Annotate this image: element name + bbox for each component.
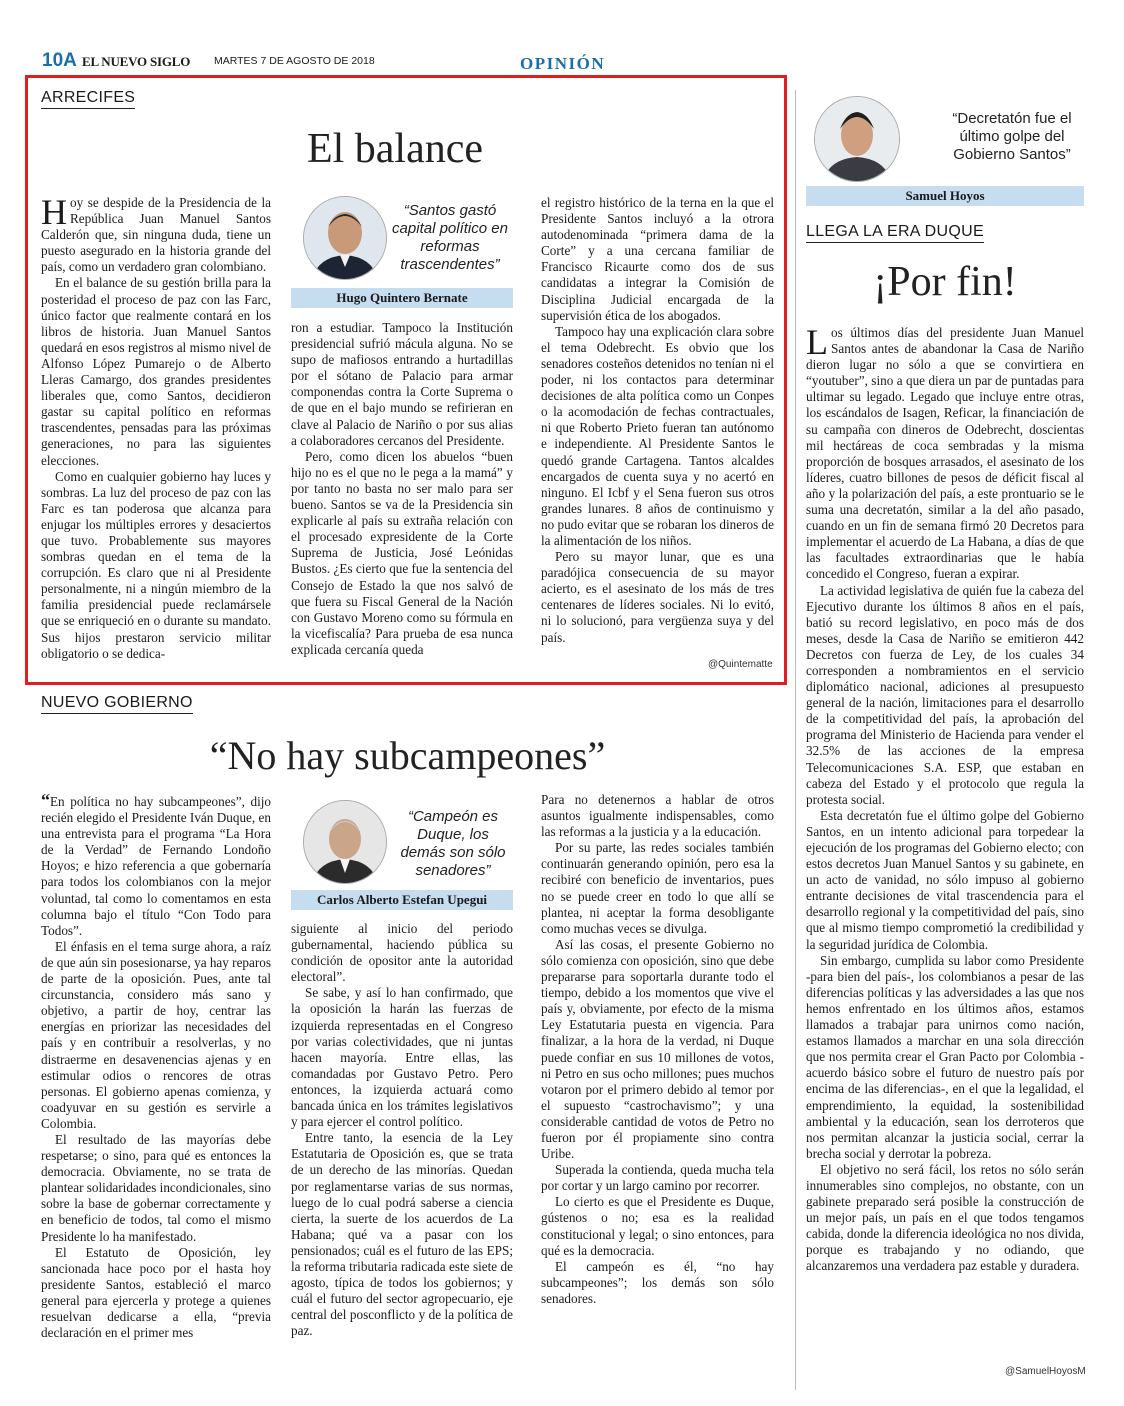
page-date: MARTES 7 DE AGOSTO DE 2018 bbox=[214, 55, 375, 67]
author-photo bbox=[814, 96, 900, 182]
drop-cap: H bbox=[41, 192, 67, 232]
article1-col2: ron a estudiar. Tampoco la Institución presidencial sufrió mácula alguna. No se supo de mafiosos entrando a hurtadillas por el sótano de Palacio para armar componendas contra la Corte Suprema o de que en el bajo mundo se refirieran en clave al Palacio de Nariño o por sus alias a colaboradores cercanos del Presidente. Pero, como dicen los abuelos “buen hijo no es el que no le pega a la mamá” y por tanto no basta no ser malo para ser bueno. Santos se va de la Presidencia sin explicarle al país su extraña relación con el procesado expresidente de la Corte Suprema de Justicia, José Leónidas Bustos. ¿Es cierto que fue la sentencia del Consejo de Estado la que nos salvó de que fuera su Fiscal General de la Nación con Gustavo Moreno como su fórmula en la vicefiscalía? Para prueba de esa nunca explicada cercanía queda bbox=[291, 320, 513, 657]
author-photo bbox=[303, 800, 387, 884]
paper-name: EL NUEVO SIGLO bbox=[82, 54, 191, 69]
author-name: Carlos Alberto Estefan Upegui bbox=[291, 890, 513, 910]
article1-col3: el registro histórico de la terna en la que el Presidente Santos incluyó a la otrora autodenominada “primera dama de la Corte” y a una cercana familiar de Francisco Ricaurte como dos de sus candidatas a integrar la Comisión de Disciplina Judicial encargada de la supervisión ética de los abogados. Tampoco hay una explicación clara sobre el tema Odebrecht. Es obvio que los senadores costeños detenidos no tenían ni el poder, ni los contactos para determinar decisiones de alta política como un Conpes o la acomodación de fechas contractuales, ni que Roberto Prieto fueran tan autónomo e independiente. Al Presidente Santos le quedó grande Cartagena. Tantos alcaldes encargados de cuenta suya y no acertó en ninguno. El Icbf y el Sena fueron sus otros grandes lunares. 8 años de continuismo y no pudo evitar que se robaran los dineros de la alimentación de los niños. Pero su mayor lunar, que es una paradójica consecuencia de su mayor acierto, es el asesinato de los más de tres centenares de líderes sociales. Ni lo evitó, ni lo solucionó, para vergüenza suya y del país. bbox=[541, 195, 774, 645]
article2-col2: siguiente al inicio del periodo gubernamental, haciendo pública su condición de opositor ante la autoridad electoral”. Se sabe, y así lo han confirmado, que la oposición la harán las fuerzas de izquierda representadas en el Congreso por varias colectividades, que ni juntas hacen mayoría. Entre ellas, las comandadas por Gustavo Petro. Pero entonces, la izquierda actuará como bancada única en los trámites legislativos y para ejercer el control político. Entre tanto, la esencia de la Ley Estatutaria de Oposición es, que se trata de un derecho de las minorías. Quedan por reglamentarse varias de sus normas, luego de lo cual podrá saberse a ciencia cierta, la suerte de los acuerdos de La Habana; qué va a pasar con los pensionados; cuál es el futuro de las EPS; la reforma tributaria radicada este siete de agosto, típica de todos los gobiernos; y cuál el futuro del sector agropecuario, eje central del posconflicto y de la política de paz. bbox=[291, 921, 513, 1339]
page-header bbox=[42, 50, 1092, 72]
pull-quote-box bbox=[291, 192, 513, 310]
column-name: LLEGA LA ERA DUQUE bbox=[806, 223, 984, 243]
column-name: NUEVO GOBIERNO bbox=[41, 694, 193, 714]
column-divider bbox=[795, 90, 796, 1390]
column-name: ARRECIFES bbox=[41, 89, 135, 109]
article3-body: Los últimos días del presidente Juan Manuel Santos antes de abandonar la Casa de Nariño dieron lugar no sólo a que se convirtiera en “youtuber”, sino a que diera un par de puntadas para ultimar su legado. Legado que incluye entre otras, los escándalos de Isagen, Reficar, la financiación de su campaña con dineros de Odebrecht, doscientas mil hectáreas de coca sembradas y la misma proporción de bosques arrasados, el asesinato de los líderes, cuatro billones de pesos de déficit fiscal al año y la polarización del país, a este prontuario se le suma una decretatón, similar a la del año pasado, cuando en un fin de semana firmó 20 Decretos para implementar el acuerdo de La Habana, a días de que las facultades extraordinarias que le había concedido el Congreso, fueran a expirar. La actividad legislativa de quién fue la cabeza del Ejecutivo durante los últimos 8 años en el país, batió su record legislativo, en poco más de dos meses, desde la Casa de Nariño se emitieron 442 Decretos con fuerza de Ley, de los cuales 34 corresponden a nombramientos en el servicio diplomático nacional, adiciones al presupuesto general de la nación, limitaciones para el desarrollo de la competitividad del país, la aprobación del programa del Ministerio de Hacienda para vender el 32.5% de las acciones de la empresa Telecomunicaciones S.A. ESP, que estaban en cabeza del Estado y el protocolo que regula la protesta social. Esta decretatón fue el último golpe del Gobierno Santos, en un intento adicional para torpedear la ejecución de los programas del Gobierno electo; con estos decretos Juan Manuel Santos y su gabinete, en un acto de vanidad, no sólo impuso al gobierno entrante decisiones de vital trascendencia para el desarrollo regional y la competitividad del país, sino que al mismo tiempo comprometió la credibilidad y la seguridad jurídica de Colombia. Sin embargo, cumplida su labor como Presidente -para bien del país-, los colombianos a pesar de las diferencias políticas y las adversidades a las que nos hemos enfrentado en los últimos años, estamos llamados a trabajar para unirnos como nación, estamos llamados a marchar en una sola dirección que nos permita crear el Gran Pacto por Colombia -acuerdo básico sobre el futuro de nuestro país por encima de las diferencias-, en el que la legalidad, el emprendimiento, la equidad, la sostenibilidad ambiental y la educación, sean los derroteros que nos permitan alcanzar la justicia social, cerrar la brecha social y derrotar la pobreza. El objetivo no será fácil, los retos no sólo serán innumerables sino complejos, no obstante, con un gabinete preparado será posible la construcción de un mejor país, un país en el que todos tengamos cabida, donde la diferencia ideológica no nos divida, porque es trabajando y no odiando, que alcanzaremos una verdadera paz estable y duradera. bbox=[806, 322, 1084, 1274]
article1-col1: Hoy se despide de la Presidencia de la República Juan Manuel Santos Calderón que, sin ninguna duda, tiene un puesto asegurado en la historia grande del país, como un verdadero gran colombiano. En el balance de su gestión brilla para la posteridad el proceso de paz con las Farc, único factor que realmente contará en los libros de historia. Juan Manuel Santos quedará en esos registros al mismo nivel de Alfonso López Pumarejo o de Alberto Lleras Camargo, dos grandes presidentes liberales que, como Santos, decidieron gastar su capital político en reformas trascendentes, pensadas para las próximas generaciones, no para las siguientes elecciones. Como en cualquier gobierno hay luces y sombras. La luz del proceso de paz con las Farc es tan poderosa que alcanza para enjugar los múltiples errores y desaciertos que tuvo. Probablemente sus mayores sombras quedan en el tema de la corrupción. Es claro que ni al Presidente personalmente, ni a ningún miembro de la familia presidencial puede reclamársele que se enriqueció en o durante su mandato. Sus hijos prestaron servicio militar obligatorio o se dedica- bbox=[41, 192, 271, 661]
pull-quote-box bbox=[291, 796, 513, 914]
section-title: OPINIÓN bbox=[520, 54, 606, 73]
author-handle: @SamuelHoyosM bbox=[1005, 1366, 1086, 1377]
pull-quote: “Santos gastó capital político en reformas trascendentes” bbox=[392, 202, 508, 273]
article-title: ¡Por fin! bbox=[873, 259, 1017, 305]
author-photo bbox=[303, 196, 387, 280]
pull-quote: “Campeón es Duque, los demás son sólo senadores” bbox=[400, 808, 506, 879]
author-name: Samuel Hoyos bbox=[806, 186, 1084, 206]
article-title: “No hay subcampeones” bbox=[209, 733, 606, 778]
author-handle: @Quintematte bbox=[708, 659, 773, 670]
article2-col3: Para no detenernos a hablar de otros asuntos igualmente indispensables, como las reformas a la justicia y a la educación. Por su parte, las redes sociales también continuarán generando opinión, pero esa la recibiré con beneficio de inventarios, pues no se puede creer en todo lo que allí se plantea, ni aceptar la forma desobligante como muchas veces se divulga. Así las cosas, el presente Gobierno no sólo comienza con oposición, sino que debe prepararse para soportarla durante todo el tiempo, debido a los momentos que vive el país y, obviamente, por efecto de la misma Ley Estatutaria puesta en vigencia. Para finalizar, a la hora de la verdad, ni Duque puede confiar en sus 10 millones de votos, ni Petro en sus ocho millones; pues muchos votaron por el primero debido al temor por el supuesto “castrochavismo”; y una considerable cantidad de votos de Petro no fueron por él propiamente sino contra Uribe. Superada la contienda, queda mucha tela por cortar y un largo camino por recorrer. Lo cierto es que el Presidente es Duque, gústenos o no; esa es la realidad constitucional y legal; o sino entonces, para qué es la democracia. El campeón es él, “no hay subcampeones”; los demás son sólo senadores. bbox=[541, 792, 774, 1306]
pull-quote-box bbox=[806, 94, 1084, 209]
author-name: Hugo Quintero Bernate bbox=[291, 288, 513, 308]
opening-quote: “ bbox=[41, 790, 50, 810]
article2-col1: “En política no hay subcampeones”, dijo recién elegido el Presidente Iván Duque, en una entrevista para el programa “La Hora de la Verdad” de Fernando Londoño Hoyos; e hizo referencia a que gobernaría para todos los colombianos con la mejor voluntad, tal como lo comentamos en esta columna bajo el título “Con Todo para Todos”. El énfasis en el tema surge ahora, a raíz de que aún sin posesionarse, ya hay reparos de parte de la oposición. Pues, ante tal circunstancia, considero más sano y objetivo, a partir de hoy, centrar las energías en priorizar las necesidades del país y en contribuir a resolverlas, y no distraerme en desavenencias ajenas y en estimular odios o rencores de otras personas. El gobierno apenas comienza, y coadyuvar en su gestión es servirle a Colombia. El resultado de las mayorías debe respetarse; o sino, para qué es entonces la democracia. Obviamente, no se trata de plantear solidaridades incondicionales, sino sobre la base de gobernar correctamente y en beneficio de todos, tal como el mismo Presidente lo ha manifestado. El Estatuto de Oposición, ley sancionada hace poco por el hasta hoy presidente Santos, estableció el marco general para ejercerla y protege a quienes resuelvan dedicarse a ella, “previa declaración en el primer mes bbox=[41, 790, 271, 1341]
drop-cap: L bbox=[806, 322, 828, 362]
article-title: El balance bbox=[306, 126, 484, 172]
pull-quote: “Decretatón fue el último golpe del Gobierno Santos” bbox=[952, 110, 1072, 163]
page-number: 10A bbox=[42, 50, 77, 71]
